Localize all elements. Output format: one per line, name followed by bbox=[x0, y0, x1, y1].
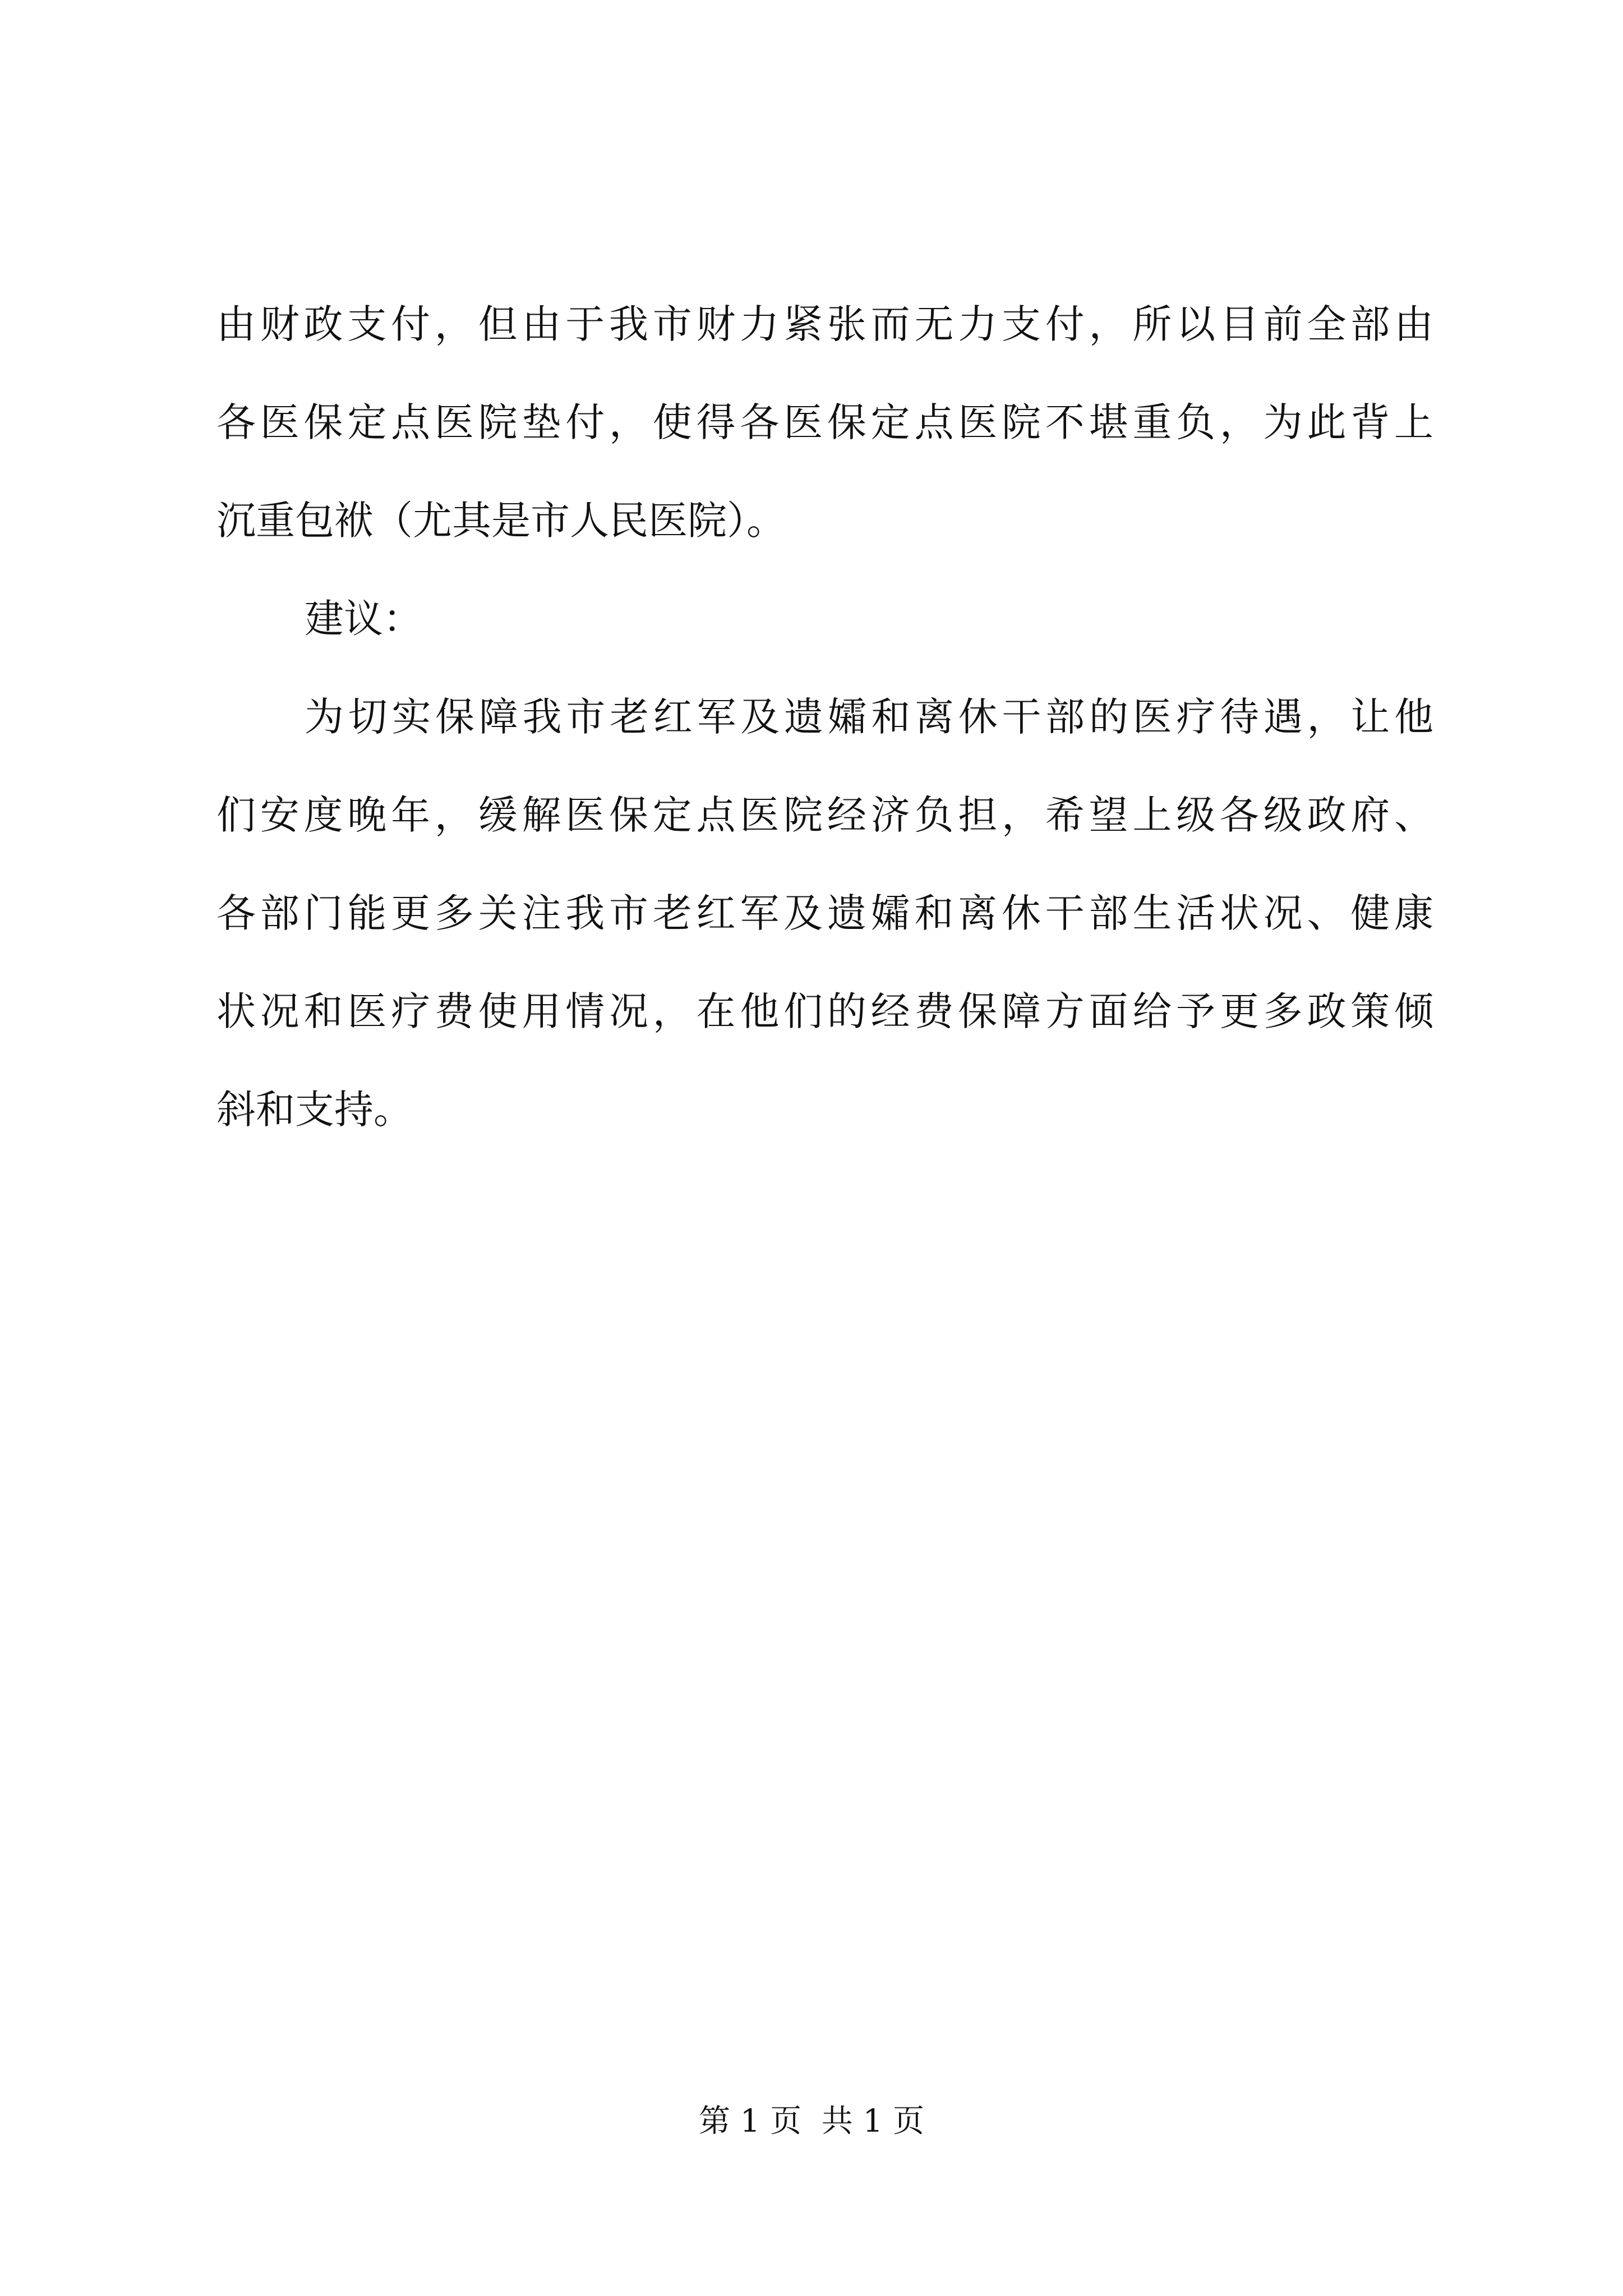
text-line: 沉重包袱（尤其是市人民医院）。 bbox=[216, 498, 786, 544]
text-line: 们安度晚年，缓解医保定点医院经济负担，希望上级各级政府、 bbox=[216, 792, 1433, 838]
text-line: 为切实保障我市老红军及遗孀和离休干部的医疗待遇，让他 bbox=[305, 694, 1433, 740]
section-heading: 建议： bbox=[305, 596, 422, 642]
text-line: 状况和医疗费使用情况，在他们的经费保障方面给予更多政策倾 bbox=[216, 988, 1433, 1034]
text-line: 斜和支持。 bbox=[216, 1087, 413, 1133]
page-footer: 第 1 页 共 1 页 bbox=[698, 2103, 925, 2139]
text-line: 各医保定点医院垫付，使得各医保定点医院不堪重负，为此背上 bbox=[216, 399, 1433, 445]
text-line: 由财政支付，但由于我市财力紧张而无力支付，所以目前全部由 bbox=[216, 301, 1433, 347]
text-line: 各部门能更多关注我市老红军及遗孀和离休干部生活状况、健康 bbox=[216, 890, 1433, 936]
